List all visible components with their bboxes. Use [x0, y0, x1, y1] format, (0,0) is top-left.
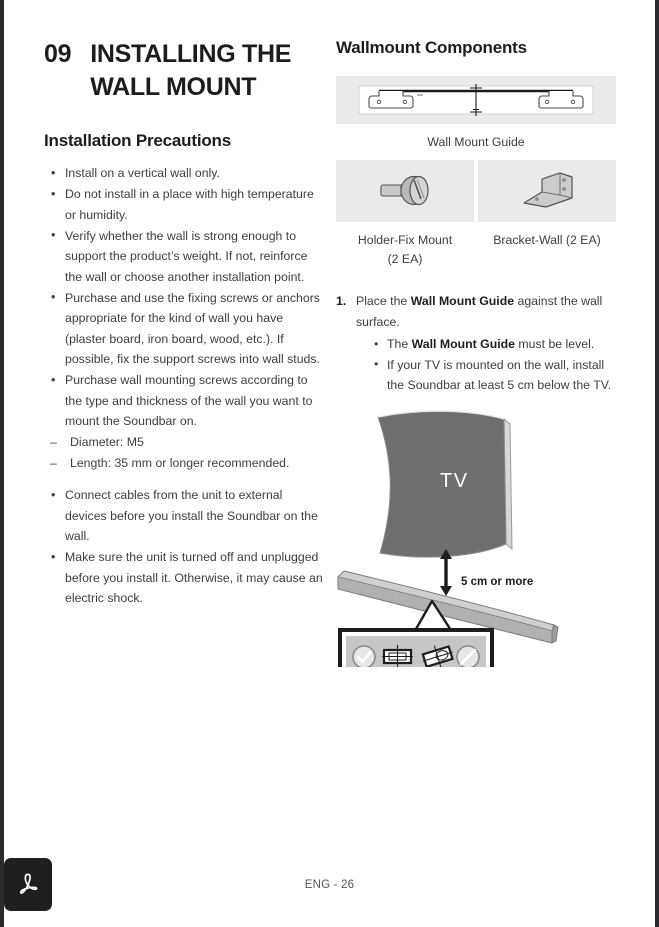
screw-spec-list [44, 432, 326, 473]
list-item: • Connect cables from the unit to external devices before you install the Soundbar on the wall. [44, 485, 326, 547]
parts-row [336, 160, 616, 222]
wallmount-components-title: Wallmount Components [336, 38, 527, 57]
list-item: • Purchase wall mounting screws according to the type and thickness of the wall you want to mount the Soundbar on. [44, 370, 326, 432]
parts-captions [336, 231, 616, 269]
bullet-text-bold: Wall Mount Guide [411, 337, 515, 351]
holder-fix-mount-icon [373, 165, 437, 217]
bullet-text-after: must be level. [514, 337, 595, 351]
wall-mount-guide-figure [336, 76, 616, 124]
list-item [368, 355, 616, 396]
tv-soundbar-illustration [336, 405, 616, 667]
part-caption-bracket-wall [478, 231, 616, 269]
bracket-wall-icon [512, 165, 582, 217]
bullet-text-before: The [387, 337, 412, 351]
step-1 [336, 291, 616, 396]
part-label-line1: Holder-Fix Mount [357, 233, 453, 247]
part-label-line2: (2 EA) [387, 252, 423, 266]
tv-soundbar-figure [336, 405, 616, 667]
distance-label: 5 cm or more [461, 575, 534, 588]
list-item: • Purchase and use the fixing screws or anchors appropriate for the kind of wall you have (plaster board, iron board, wood, etc.). If possible, fix the support screws into wall studs. [44, 288, 326, 370]
left-column [44, 38, 326, 609]
tv-label: TV [440, 469, 469, 492]
wall-mount-guide-caption: Wall Mount Guide [427, 135, 525, 149]
distance-arrow-icon [440, 549, 452, 596]
step-text-before: Place the [356, 294, 411, 308]
chapter-number: 09 [44, 40, 72, 68]
wall-mount-guide-icon [357, 80, 595, 120]
adobe-acrobat-badge[interactable] [4, 858, 52, 911]
list-item: – Diameter: M5 [44, 432, 326, 453]
list-item: • Install on a vertical wall only. [44, 163, 326, 184]
level-callout-box [340, 630, 492, 667]
part-cell-bracket-wall [478, 160, 616, 222]
page-footer: ENG - 26 [304, 879, 355, 891]
list-item: • Verify whether the wall is strong enough to support the product’s weight. If not, reinforce the wall or choose another installation point. [44, 226, 326, 288]
step-text-after: against the wall surface. [356, 294, 603, 329]
part-caption-holder-fix-mount [336, 231, 474, 269]
list-item: • Make sure the unit is turned off and unplugged before you install it. Otherwise, it may cause an electric shock. [44, 547, 326, 609]
list-item: • Do not install in a place with high temperature or humidity. [44, 184, 326, 225]
bullet-text-before: If your TV is mounted on the wall, install the Soundbar at least 5 cm below the TV. [387, 357, 612, 392]
right-column [336, 38, 616, 667]
prohibited-circle-icon [457, 646, 479, 667]
precautions-list [44, 163, 326, 432]
part-label-line1: Bracket-Wall (2 EA) [493, 233, 601, 247]
chapter-heading [44, 38, 326, 104]
part-cell-holder-fix-mount [336, 160, 474, 222]
step-text-bold: Wall Mount Guide [410, 294, 515, 308]
step-body [356, 291, 616, 396]
adobe-acrobat-icon [15, 870, 41, 900]
list-item [368, 334, 616, 355]
list-item: – Length: 35 mm or longer recommended. [44, 453, 326, 474]
chapter-title: INSTALLING THE WALL MOUNT [90, 40, 292, 101]
section-title: Installation Precautions [44, 131, 231, 150]
precautions-list-continued [44, 485, 326, 609]
step-number: 1. [336, 294, 347, 308]
check-circle-icon [353, 646, 375, 667]
step-bullet-list [356, 334, 616, 396]
